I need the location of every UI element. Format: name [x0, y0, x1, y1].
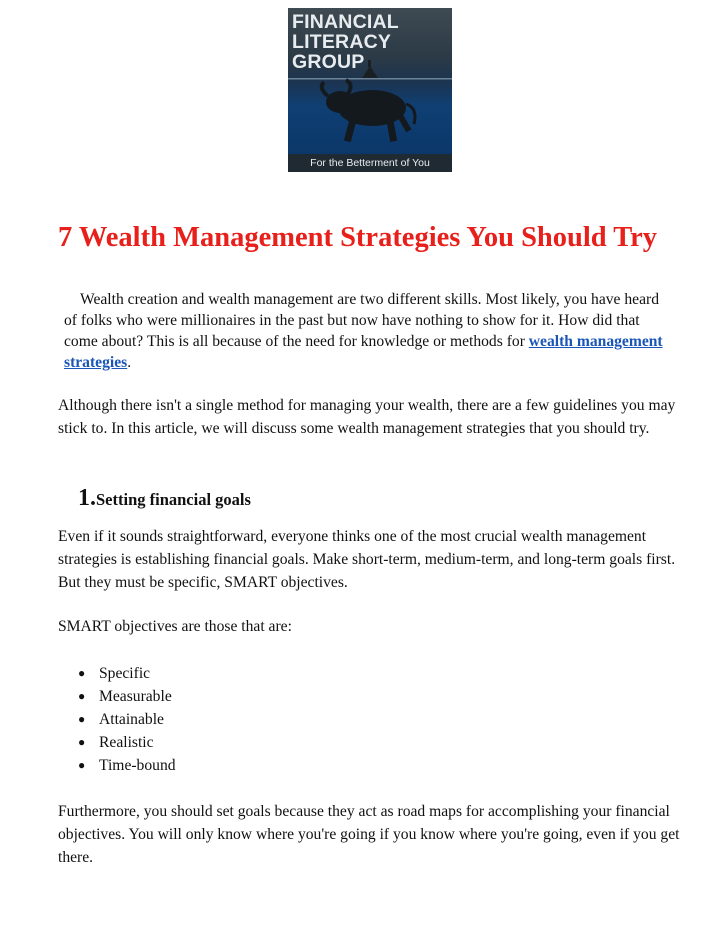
smart-list	[78, 662, 176, 777]
overview-paragraph: Although there isn't a single method for managing your wealth, there are a few guidelines you may stick to. In this article, we will discuss some wealth management strategies that you should try.	[58, 397, 676, 437]
section-number: 1.	[78, 485, 96, 511]
logo-line-1: FINANCIAL	[292, 11, 399, 33]
list-item	[78, 708, 176, 731]
list-item-text: Measurable	[99, 688, 172, 705]
intro-period: .	[127, 354, 132, 371]
page-title: 7 Wealth Management Strategies You Should Try	[58, 222, 658, 253]
bullet-icon: ●	[78, 689, 86, 703]
bullet-icon: ●	[78, 712, 86, 726]
intro-paragraph	[64, 289, 664, 373]
wealth-management-strategies-link[interactable]: wealth management strategies	[64, 333, 663, 371]
logo-line-3: GROUP	[292, 51, 365, 73]
list-item-text: Attainable	[99, 711, 164, 728]
company-logo	[288, 8, 452, 172]
logo-line-2: LITERACY	[292, 31, 392, 53]
list-item	[78, 662, 176, 685]
list-item-text: Realistic	[99, 734, 154, 751]
list-item	[78, 685, 176, 708]
bullet-icon: ●	[78, 758, 86, 772]
bullet-icon: ●	[78, 735, 86, 749]
list-item-text: Time-bound	[99, 757, 176, 774]
logo-wordmark	[292, 12, 399, 72]
section-title: Setting financial goals	[96, 490, 251, 509]
list-item-text: Specific	[99, 665, 151, 682]
section-paragraph: Even if it sounds straightforward, everyone thinks one of the most crucial wealth management strategies is establishing financial goals. Make short-term, medium-term, and long-term goals first. But they must be specific, SMART objectives.	[58, 528, 676, 591]
intro-text: Wealth creation and wealth management are two different skills. Most likely, you have heard of folks who were millionaires in the past but now have nothing to show for it. How did that come about? This is all because of the need for knowledge or methods for	[64, 291, 659, 350]
closing-paragraph: Furthermore, you should set goals because they act as road maps for accomplishing your financial objectives. You will only know where you're going if you know where you're going, even if you get there.	[58, 803, 680, 866]
list-item	[78, 754, 176, 777]
section-heading	[78, 485, 251, 512]
list-item	[78, 731, 176, 754]
smart-intro: SMART objectives are those that are:	[58, 618, 292, 635]
bullet-icon: ●	[78, 666, 86, 680]
logo-tagline: For the Betterment of You	[288, 154, 452, 172]
